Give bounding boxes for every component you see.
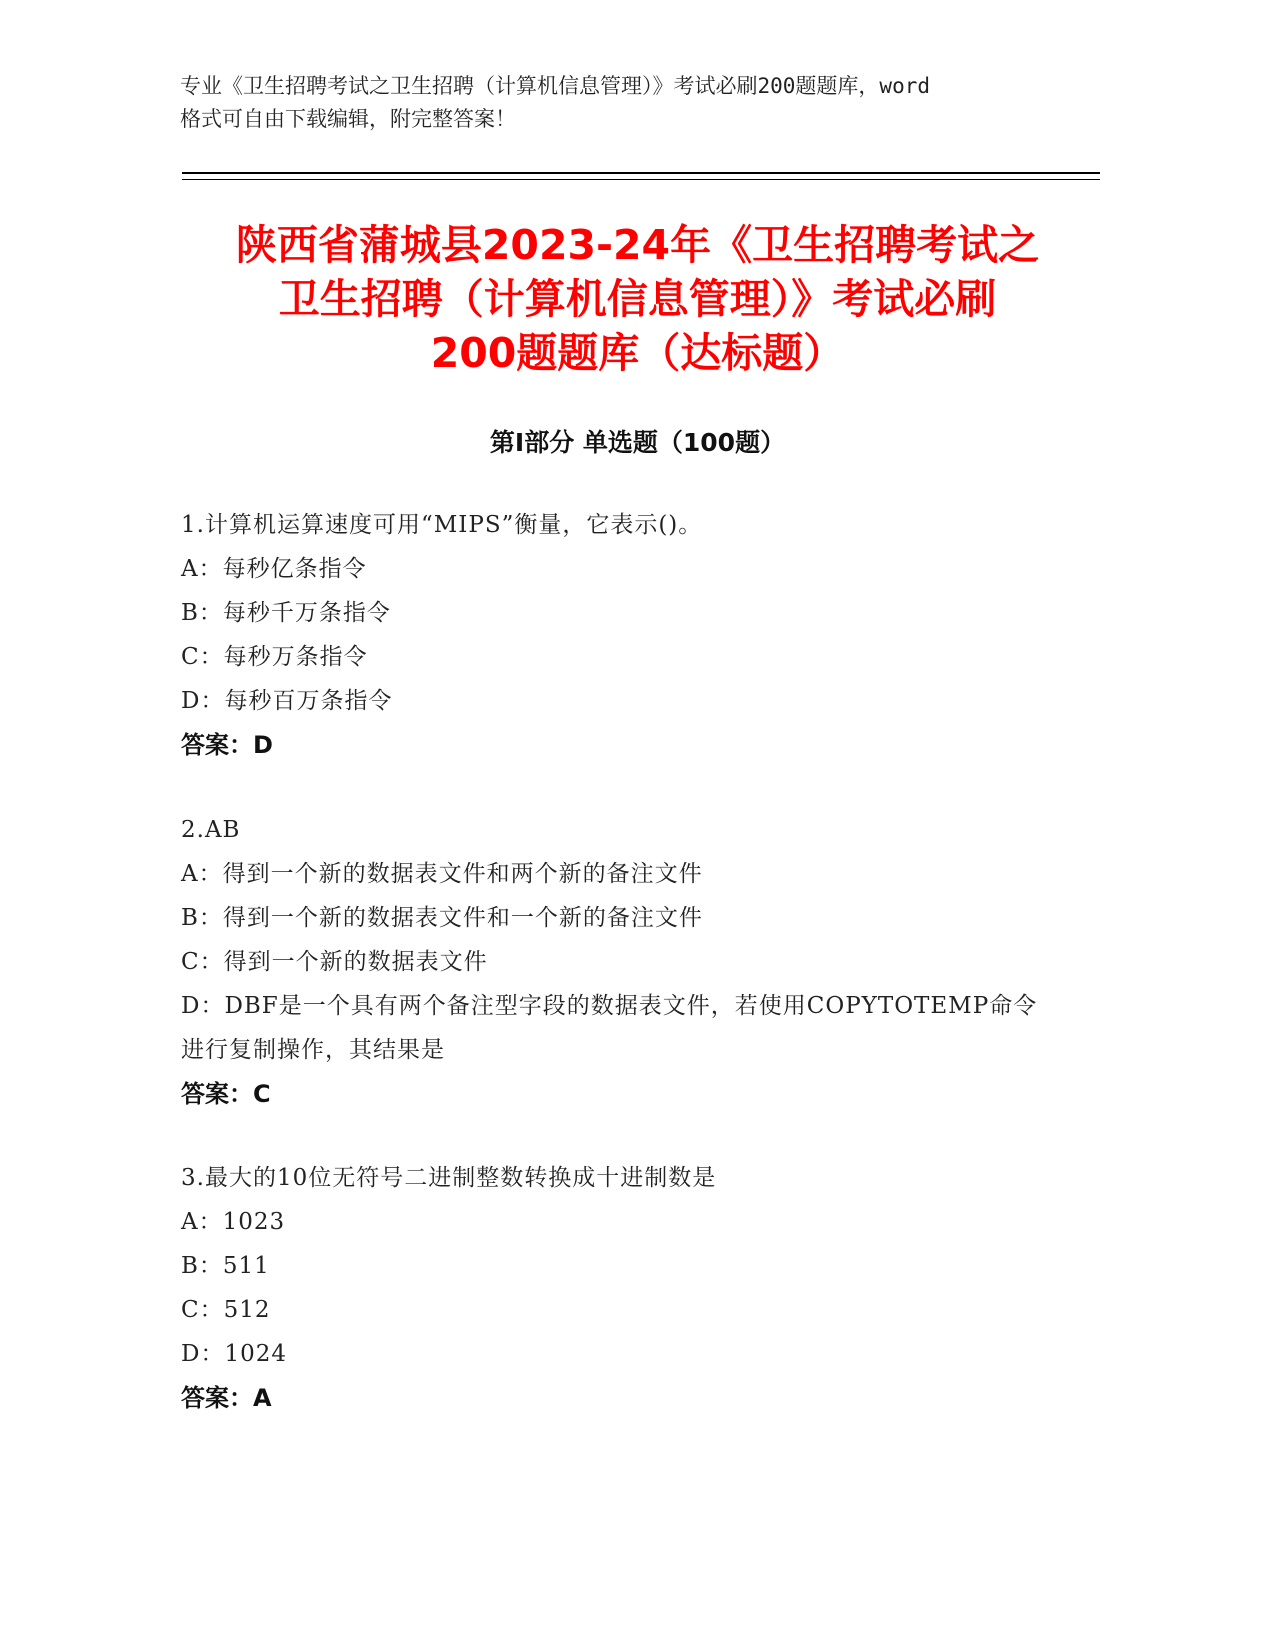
option-c: C：每秒万条指令	[181, 644, 368, 670]
question-stem: 2.AB	[181, 817, 241, 843]
answer: 答案：D	[181, 731, 273, 759]
section-heading: 第Ⅰ部分 单选题（100题）	[489, 428, 786, 457]
option-a: A：每秒亿条指令	[181, 556, 367, 582]
question-stem: 1.计算机运算速度可用“MIPS”衡量，它表示()。	[181, 512, 703, 538]
header-note	[180, 70, 1080, 136]
option-a: A：1023	[181, 1209, 286, 1235]
option-d: D：每秒百万条指令	[181, 688, 393, 714]
header-divider-thin	[182, 179, 1100, 180]
option-c: C：512	[181, 1297, 271, 1323]
question-1	[181, 503, 1081, 767]
question-stem: 3.最大的10位无符号二进制整数转换成十进制数是	[181, 1165, 717, 1191]
header-note-line-2: 格式可自由下载编辑，附完整答案！	[180, 107, 516, 131]
option-b: B：511	[181, 1253, 270, 1279]
option-a: A：得到一个新的数据表文件和两个新的备注文件	[181, 861, 703, 887]
option-b: B：得到一个新的数据表文件和一个新的备注文件	[181, 905, 703, 931]
question-2	[181, 808, 1081, 1116]
question-3	[181, 1156, 1081, 1420]
option-d: D：DBF是一个具有两个备注型字段的数据表文件，若使用COPYTOTEMP命令进行复制操作，其结果是	[181, 993, 1038, 1063]
title-line-2: 卫生招聘（计算机信息管理）》考试必刷	[278, 275, 997, 323]
answer: 答案：C	[181, 1080, 271, 1108]
option-b: B：每秒千万条指令	[181, 600, 391, 626]
document-title	[150, 218, 1125, 380]
option-c: C：得到一个新的数据表文件	[181, 949, 488, 975]
title-line-1: 陕西省蒲城县2023-24年《卫生招聘考试之	[235, 221, 1040, 269]
header-divider-thick	[182, 172, 1100, 174]
option-d: D：1024	[181, 1341, 287, 1367]
answer: 答案：A	[181, 1384, 272, 1412]
title-line-3: 200题题库（达标题）	[430, 329, 845, 377]
header-note-line-1: 专业《卫生招聘考试之卫生招聘（计算机信息管理）》考试必刷200题题库，word	[180, 74, 930, 98]
